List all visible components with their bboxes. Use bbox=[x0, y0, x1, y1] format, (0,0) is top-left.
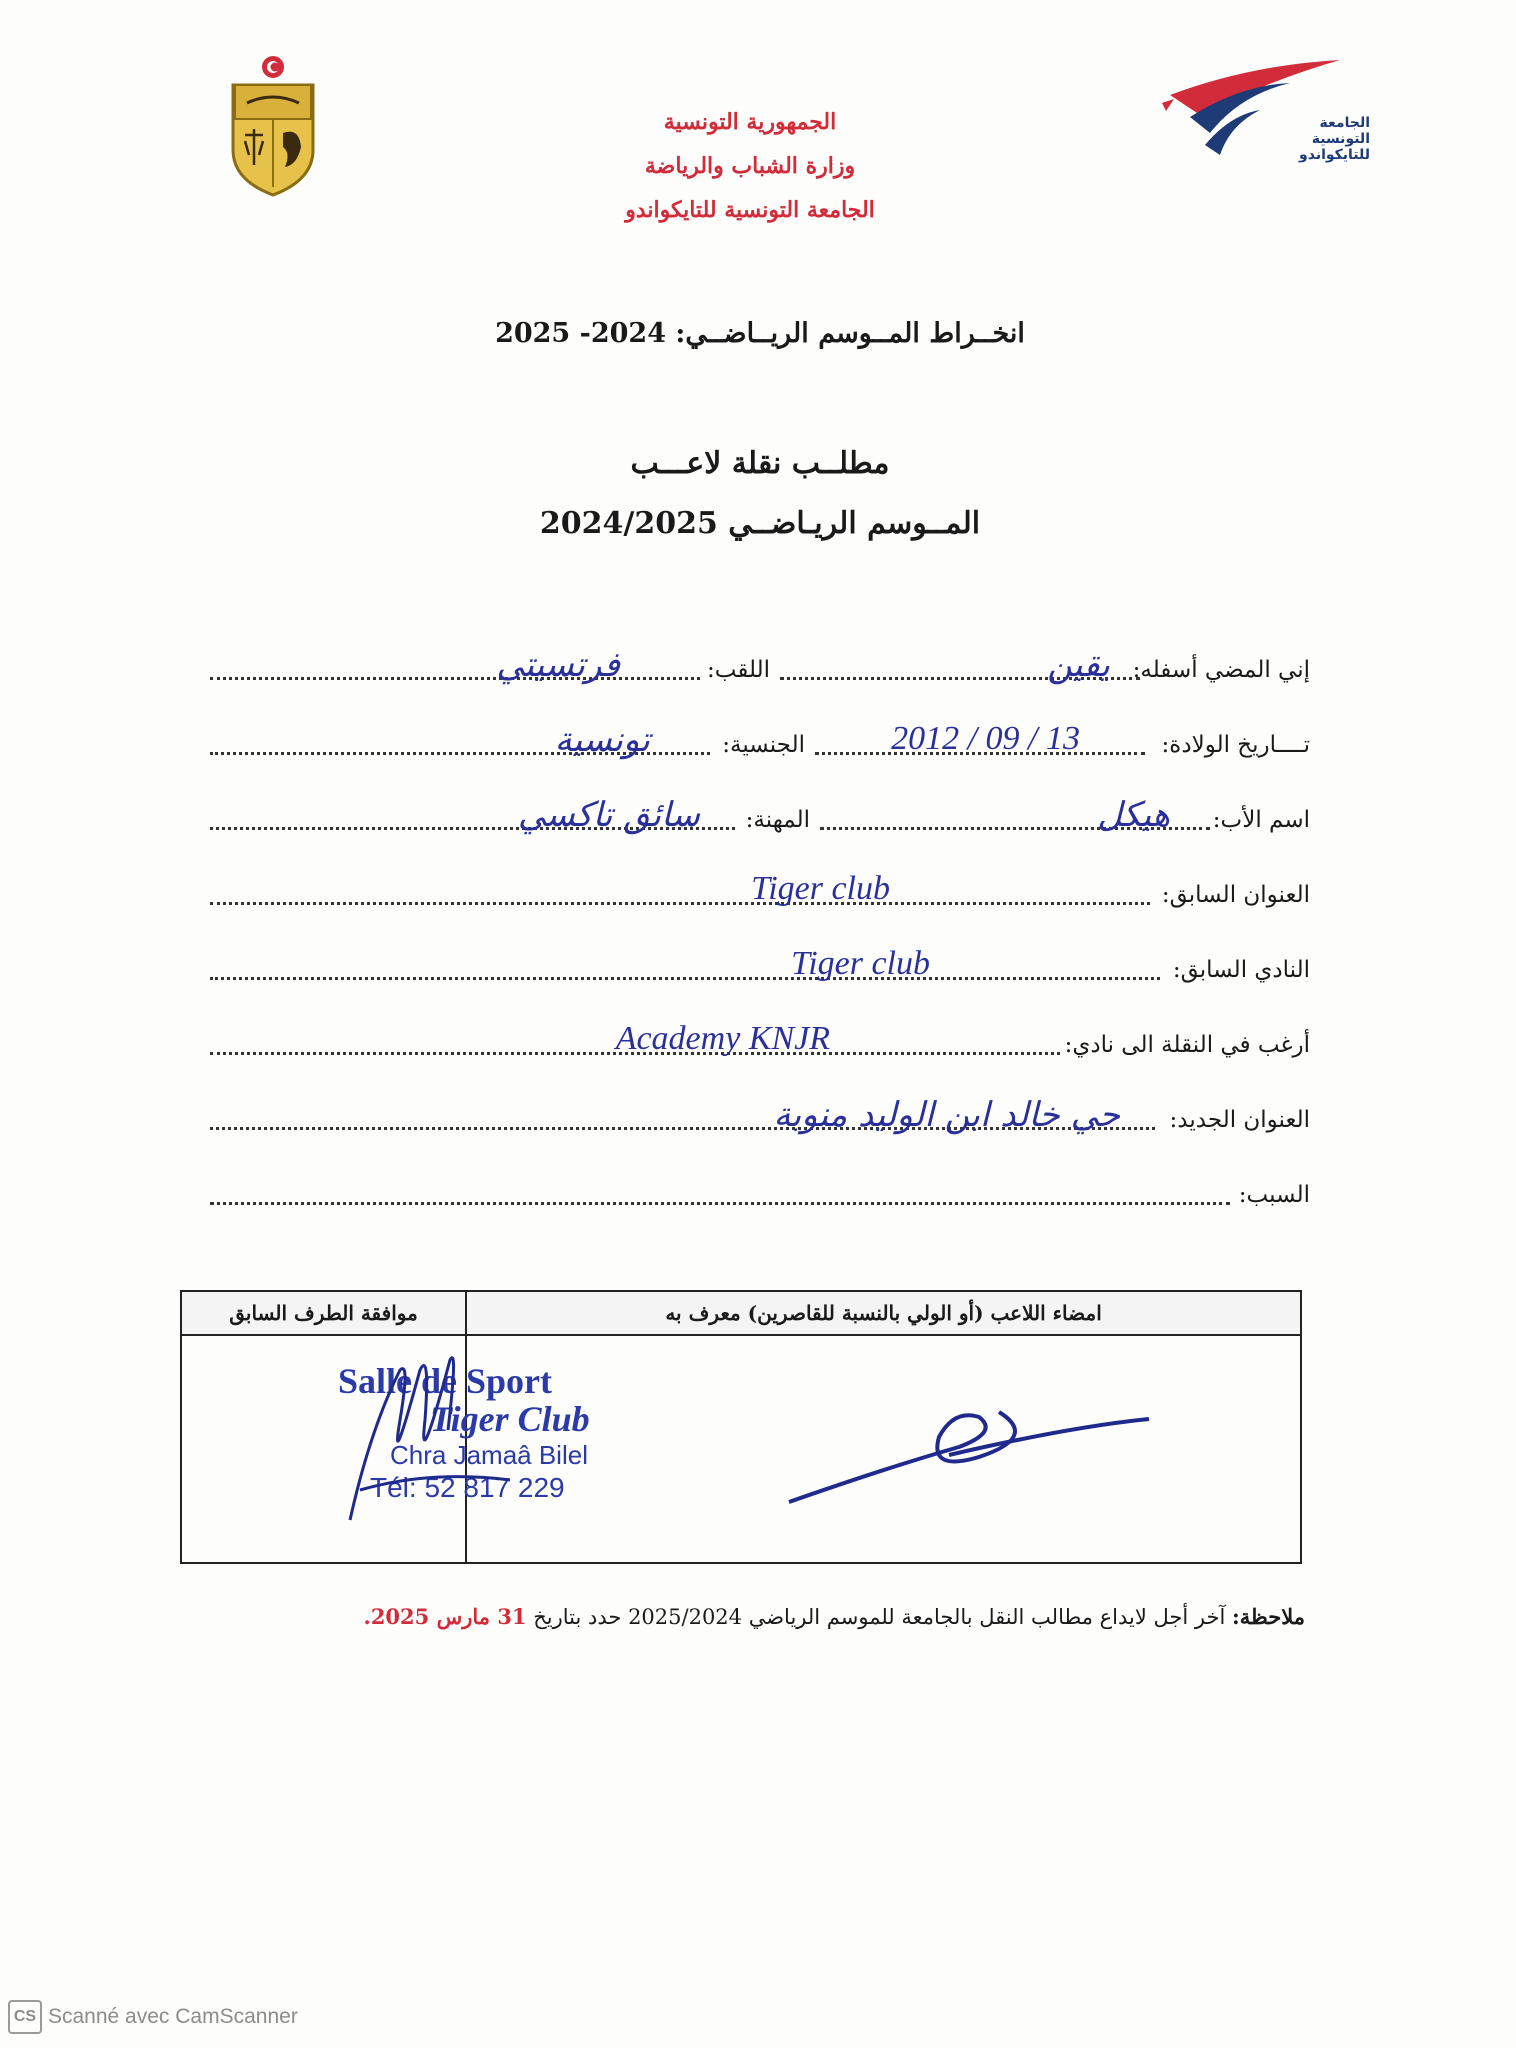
camscanner-watermark bbox=[8, 2000, 298, 2034]
official-header bbox=[520, 100, 980, 232]
form-row-prev-club bbox=[210, 945, 1310, 1020]
surname-value: فرتسيتي bbox=[496, 645, 620, 685]
stamp-line: Salle de Sport bbox=[338, 1361, 553, 1401]
father-label: اسم الأب: bbox=[1212, 807, 1310, 833]
form-row-birth bbox=[210, 720, 1310, 795]
form-row-new-address bbox=[210, 1095, 1310, 1170]
signer-value: يقين bbox=[1047, 645, 1110, 685]
form-row-reason bbox=[210, 1170, 1310, 1245]
nationality-value: تونسية bbox=[554, 720, 650, 760]
ministry-name: وزارة الشباب والرياضة bbox=[644, 153, 856, 179]
previous-party-signature bbox=[330, 1330, 530, 1530]
form-row-father bbox=[210, 795, 1310, 870]
note-label: ملاحظة: bbox=[1232, 1604, 1305, 1629]
prev-address-value: Tiger club bbox=[751, 870, 890, 907]
new-club-value: Academy KNJR bbox=[615, 1020, 830, 1057]
club-stamp bbox=[330, 1360, 690, 1503]
logo-text-line: التونسية bbox=[1311, 131, 1370, 147]
dotted-line bbox=[210, 677, 700, 680]
title-line: المــوسم الريـاضــي 2024/2025 bbox=[539, 506, 981, 541]
father-value: هيكل bbox=[1097, 795, 1170, 835]
stamp-line: Tiger Club bbox=[430, 1399, 590, 1439]
job-label: المهنة: bbox=[745, 807, 810, 833]
job-value: سائق تاكسي bbox=[517, 795, 700, 835]
prev-club-label: النادي السابق: bbox=[1172, 957, 1310, 983]
stamp-line: Chra Jamaâ Bilel bbox=[390, 1440, 588, 1470]
form-row-prev-address bbox=[210, 870, 1310, 945]
camscanner-logo-icon: CS bbox=[8, 2000, 42, 2034]
birth-value: 2012 / 09 / 13 bbox=[891, 720, 1080, 757]
dotted-line bbox=[210, 902, 1150, 905]
prev-club-value: Tiger club bbox=[791, 945, 930, 982]
camscanner-text: Scanné avec CamScanner bbox=[48, 2005, 298, 2028]
reason-label: السبب: bbox=[1238, 1182, 1310, 1208]
title-line: مطلــب نقلة لاعـــب bbox=[630, 446, 890, 481]
logo-text-line: للتايكواندو bbox=[1299, 147, 1370, 163]
form-row-new-club bbox=[210, 1020, 1310, 1095]
signer-label: إني المضي أسفله: bbox=[1132, 657, 1310, 683]
season-heading: انخــراط المــوسم الريــاضــي: 2024- 2025 bbox=[495, 318, 1025, 349]
player-signature bbox=[739, 1337, 1299, 1557]
deadline-note bbox=[360, 1604, 1305, 1629]
note-deadline: 31 مارس 2025. bbox=[363, 1604, 527, 1629]
prev-address-label: العنوان السابق: bbox=[1161, 882, 1310, 908]
tunisia-emblem-icon bbox=[225, 55, 321, 200]
stamp-line: Tél: 52 817 229 bbox=[370, 1472, 565, 1503]
birth-label: تــــاريخ الولادة: bbox=[1161, 732, 1310, 758]
dotted-line bbox=[210, 977, 1160, 980]
player-signature-header: امضاء اللاعب (أو الولي بالنسبة للقاصرين) معرف به bbox=[466, 1291, 1301, 1335]
new-address-label: العنوان الجديد: bbox=[1169, 1107, 1310, 1133]
logo-text-line: الجامعة bbox=[1319, 115, 1370, 131]
federation-logo bbox=[1160, 55, 1370, 175]
transfer-form bbox=[210, 645, 1310, 1245]
new-club-label: أرغب في النقلة الى نادي: bbox=[1064, 1032, 1310, 1058]
note-text: آخر أجل لايداع مطالب النقل بالجامعة للموسم الرياضي 2025/2024 حدد بتاريخ bbox=[533, 1605, 1226, 1629]
form-title bbox=[420, 434, 1100, 554]
new-address-value: حي خالد ابن الوليد منوبة bbox=[773, 1095, 1120, 1135]
form-row-name bbox=[210, 645, 1310, 720]
nationality-label: الجنسية: bbox=[722, 732, 805, 758]
federation-name: الجامعة التونسية للتايكواندو bbox=[625, 197, 875, 223]
previous-party-header: موافقة الطرف السابق bbox=[181, 1291, 466, 1335]
republic-name: الجمهورية التونسية bbox=[663, 109, 837, 135]
dotted-line bbox=[210, 1202, 1230, 1205]
surname-label: اللقب: bbox=[707, 657, 770, 683]
